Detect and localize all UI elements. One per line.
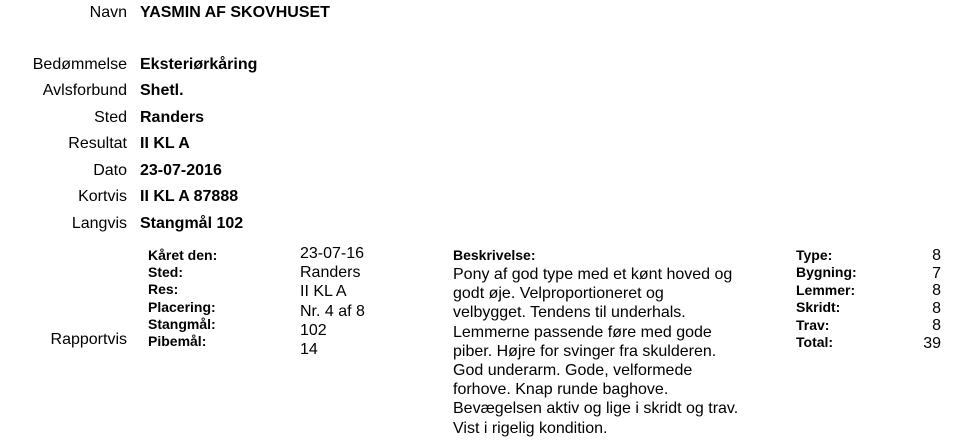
score-value-skridt: 8 — [932, 299, 941, 317]
score-value-lemmer: 8 — [932, 282, 941, 300]
score-value-type: 8 — [932, 247, 941, 264]
detail-label-pibemaal: Pibemål: — [148, 332, 207, 349]
navn-value: YASMIN AF SKOVHUSET — [140, 4, 330, 21]
description-line: godt øje. Velproportioneret og — [453, 285, 664, 303]
resultat-value: II KL A — [140, 135, 190, 152]
detail-label-placering: Placering: — [148, 298, 216, 315]
detail-labels — [148, 247, 217, 350]
dato-value: 23-07-2016 — [140, 162, 222, 179]
detail-label-karet-den: Kåret den: — [148, 247, 218, 263]
description-line: forhove. Knap runde baghove. — [453, 381, 669, 399]
description-line: God underarm. Gode, velformede — [453, 362, 693, 380]
score-label-bygning: Bygning: — [796, 264, 857, 281]
score-value-bygning: 7 — [932, 264, 941, 282]
detail-value-sted: Randers — [300, 264, 361, 282]
score-value-total: 39 — [923, 334, 941, 352]
detail-label-res: Res: — [148, 281, 179, 298]
detail-label-sted: Sted: — [148, 264, 183, 281]
langvis-label: Langvis — [71, 215, 127, 232]
avlsforbund-label: Avlsforbund — [42, 82, 127, 99]
description-text — [453, 265, 763, 438]
bedommelse-value: Eksteriørkåring — [140, 56, 258, 73]
bedommelse-label: Bedømmelse — [32, 56, 127, 73]
detail-value-res: II KL A — [300, 283, 347, 301]
detail-value-placering: Nr. 4 af 8 — [300, 302, 365, 320]
langvis-value: Stangmål 102 — [140, 215, 244, 232]
detail-value-stangmaal: 102 — [300, 321, 327, 339]
kortvis-label: Kortvis — [78, 188, 127, 205]
description-line: Pony af god type med et kønt hoved og — [453, 266, 733, 283]
score-label-type: Type: — [796, 247, 833, 263]
sted-value: Randers — [140, 109, 205, 126]
detail-value-karet-den: 23-07-16 — [300, 245, 365, 262]
description-line: piber. Højre for svinger fra skulderen. — [453, 342, 717, 360]
navn-label: Navn — [89, 4, 127, 21]
score-label-total: Total: — [796, 333, 834, 350]
score-value-trav: 8 — [932, 317, 941, 335]
score-label-trav: Trav: — [796, 316, 830, 333]
description-line: Bevægelsen aktiv og lige i skridt og trav. — [453, 400, 739, 418]
score-labels — [796, 247, 857, 351]
resultat-label: Resultat — [68, 135, 127, 152]
description-line: velbygget. Tendens til underhals. — [453, 304, 686, 322]
description-line: Lemmerne passende føre med gode — [453, 323, 712, 341]
detail-label-stangmaal: Stangmål: — [148, 315, 216, 332]
avlsforbund-value: Shetl. — [140, 82, 184, 99]
kortvis-value: II KL A 87888 — [140, 188, 239, 205]
sted-label: Sted — [94, 109, 127, 126]
score-values — [905, 247, 941, 353]
score-label-skridt: Skridt: — [796, 299, 841, 316]
dato-label: Dato — [93, 162, 127, 179]
score-label-lemmer: Lemmer: — [796, 281, 856, 298]
description-line: Vist i rigelig kondition. — [453, 419, 608, 437]
description-label: Beskrivelse: — [453, 247, 536, 263]
detail-value-pibemaal: 14 — [300, 340, 318, 358]
rapportvis-label: Rapportvis — [50, 331, 127, 348]
detail-values — [300, 245, 365, 360]
